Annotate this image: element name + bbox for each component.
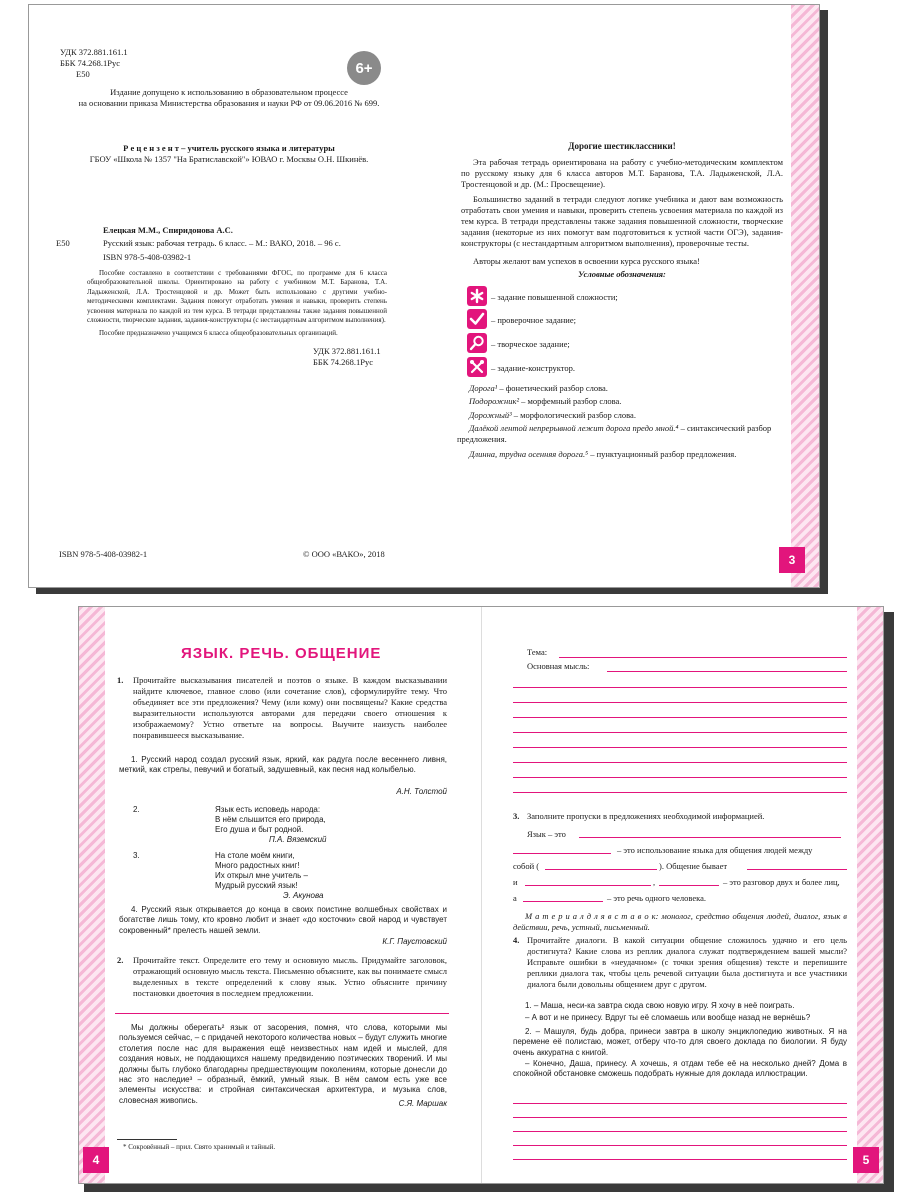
task-3-text: Заполните пропуски в предложениях необходимой информацией.: [527, 811, 765, 821]
task-2-source-author: С.Я. Маршак: [398, 1099, 447, 1108]
quote-3-line4: Мудрый русский язык!: [215, 881, 298, 890]
legend-title: Условные обозначения:: [578, 269, 666, 279]
section-title: ЯЗЫК. РЕЧЬ. ОБЩЕНИЕ: [181, 645, 382, 662]
fill-4b-text: ,: [653, 877, 656, 887]
bottom-spread: [78, 606, 884, 1184]
answer-line[interactable]: [513, 687, 847, 688]
fill-3c-blank[interactable]: [747, 869, 847, 870]
page-number-4: 4: [83, 1147, 109, 1173]
fill-5-blank[interactable]: [523, 901, 603, 902]
fill-1-text: Язык – это: [527, 829, 566, 839]
approval-line1: Издание допущено к использованию в образовательном процессе: [110, 87, 348, 97]
quote-3-number: 3.: [133, 851, 140, 860]
reviewer-line1: Р е ц е н з е н т – учитель русского языка и литературы: [123, 143, 335, 153]
task-2-source-text: Мы должны оберегать² язык от засорения, помня, что слова, которыми мы пользуемся сейчас, – с придачей некоторого количества новых – будут служить многие столетия после нас для выражения ещё неизвестных нам идей и мыслей, для создания новых, не поддающихся нашему предвидению поэтических творений. И мы должны быть глубоко благодарны предшествующим поколениям, которые донесли до нас это наследие³ – образный, ёмкий, умный язык. В нём самом есть уже все элементы искусства: и стройная синтаксическая архитектура, и музыка слов, словесная живопись.: [119, 1023, 447, 1105]
quote-2-line3: Его душа и быт родной.: [215, 825, 304, 834]
task-2-separator: [115, 1013, 449, 1014]
top-page: [28, 4, 820, 588]
dialog-2-reply: – Конечно, Даша, принесу. А хочешь, я отдам тебе её на несколько дней? Дома в спокойной обстановке сможешь подобрать нужные для доклада иллюстрации.: [513, 1059, 847, 1079]
task-1-text: Прочитайте высказывания писателей и поэтов о языке. В каждом высказывании найдите ключевое, главное слово (или сочетание слов), сформулируйте тему. Что объединяет все эти предложения? Чему (или кому) они посвящены? Какие средства выразительности используются авторами для передачи своего отношения к изображаемому? Устно ответьте на вопросы. Выучите наизусть наиболее понравившееся высказывание.: [133, 675, 447, 741]
dialog-2: 2. – Машуля, будь добра, принеси завтра в школу энциклопедию животных. Я на перемене её полистаю, может, отберу что-то для своего доклада по биологии. Я буду очень аккуратна с книгой.: [513, 1027, 847, 1057]
copyright: © ООО «ВАКО», 2018: [303, 549, 385, 559]
approval-line2: на основании приказа Министерства образования и науки РФ от 09.06.2016 № 699.: [78, 98, 380, 108]
quote-3-author: Э. Акунова: [283, 891, 324, 900]
answer-line[interactable]: [513, 747, 847, 748]
answer-line[interactable]: [513, 1145, 847, 1146]
quote-1: 1. Русский народ создал русский язык, яркий, как радуга после весеннего ливня, меткий, как стрелы, певучий и богатый, задушевный, как песня над колыбелью.: [119, 755, 447, 775]
fill-4a-text: и: [513, 877, 518, 887]
isbn: ISBN 978-5-408-03982-1: [103, 252, 192, 262]
fill-4c-text: – это разговор двух и более лиц,: [723, 877, 840, 887]
parse-punctuation: Длинна, трудна осенняя дорога.⁵ – пунктуационный разбор предложения.: [469, 449, 737, 459]
answer-line[interactable]: [513, 792, 847, 793]
e50-index: Е50: [76, 69, 90, 79]
quote-2-author: П.А. Вяземский: [269, 835, 327, 844]
legend-text-3: – творческое задание;: [491, 339, 570, 349]
book-title: Русский язык: рабочая тетрадь. 6 класс. – М.: ВАКО, 2018. – 96 с.: [103, 238, 341, 248]
fill-4-blank[interactable]: [525, 885, 651, 886]
legend-text-1: – задание повышенной сложности;: [491, 292, 618, 302]
e50-index-2: Е50: [56, 238, 70, 248]
answer-line[interactable]: [513, 1131, 847, 1132]
parse-morphemic: Подорожник² – морфемный разбор слова.: [469, 396, 622, 406]
age-rating-badge: [347, 51, 381, 85]
legend-text-4: – задание-конструктор.: [491, 363, 576, 373]
fill-2-blank[interactable]: [513, 853, 611, 854]
quote-3-line3: Их открыл мне учитель –: [215, 871, 308, 880]
legend-text-2: – проверочное задание;: [491, 315, 576, 325]
fill-5a-text: а: [513, 893, 517, 903]
task-2-number: 2.: [117, 955, 124, 965]
quote-3-line2: Много радостных книг!: [215, 861, 300, 870]
parse-syntactic: Далёкой лентой непрерывной лежит дорога предо мной.⁴ – синтаксический разбор предложения.: [457, 423, 772, 445]
fill-1-blank[interactable]: [579, 837, 841, 838]
page-number-3: 3: [779, 547, 805, 573]
fill-3-blank[interactable]: [545, 869, 657, 870]
main-idea-line[interactable]: [607, 671, 847, 672]
theme-line[interactable]: [559, 657, 847, 658]
insert-material: М а т е р и а л д л я в с т а в о к: монолог, средство общения людей, диалог, язык в действии, речь, устный, письменный.: [513, 911, 847, 933]
main-idea-label: Основная мысль:: [527, 661, 590, 671]
left-page-stripe: [79, 607, 105, 1183]
fill-2-text: – это использование языка для общения людей между: [617, 845, 813, 855]
answer-line[interactable]: [513, 717, 847, 718]
fill-3a-text: собой (: [513, 861, 540, 871]
quote-2-number: 2.: [133, 805, 140, 814]
task-1-number: 1.: [117, 675, 124, 685]
task-4-text: Прочитайте диалоги. В какой ситуации общение сложилось удачно и его цель достигнута? Какие слова из реплик диалога служат подтверждением вашей мысли? Исправьте ошибки в «неудачном» (с точки зрения общения) тексте и перепишите реплики диалога так, чтобы цель речевой ситуации была достигнута и все участники диалога были довольны общением друг с другом.: [527, 935, 847, 990]
fill-5b-text: – это речь одного человека.: [607, 893, 707, 903]
udk-bottom: УДК 372.881.161.1: [313, 346, 381, 356]
bbk-bottom: ББК 74.268.1Рус: [313, 357, 374, 367]
quote-4: 4. Русский язык открывается до конца в своих поистине волшебных свойствах и богатстве лишь тому, кто кровно любит и знает «до косточки» свой народ и чувствует сокровенный* прелесть нашей земли.: [119, 905, 447, 935]
intro-paragraph-3: Авторы желают вам успехов в освоении курса русского языка!: [473, 256, 700, 266]
bbk: ББК 74.268.1Рус: [60, 58, 121, 68]
parse-phonetic: Дорога¹ – фонетический разбор слова.: [469, 383, 608, 393]
tools-icon: [467, 357, 487, 377]
answer-line[interactable]: [513, 1103, 847, 1104]
reviewer-line2: ГБОУ «Школа № 1357 "На Братиславской"» ЮВАО г. Москвы О.Н. Шкинёв.: [89, 154, 369, 164]
answer-line[interactable]: [513, 702, 847, 703]
fill-4c-blank[interactable]: [659, 885, 719, 886]
greeting: Дорогие шестиклассники!: [568, 141, 676, 151]
isbn-footer: ISBN 978-5-408-03982-1: [59, 549, 148, 559]
answer-line[interactable]: [513, 1159, 847, 1160]
footnote-rule: [117, 1139, 177, 1140]
answer-line[interactable]: [513, 762, 847, 763]
quote-3-line1: На столе моём книги,: [215, 851, 295, 860]
task-2-text: Прочитайте текст. Определите его тему и основную мысль. Придумайте заголовок, отражающий основную мысль текста. Письменно объясните, как вы понимаете смысл выделенных в тексте определений к слову язык. Устно объясните причину постановки двоеточия в последнем предложении.: [133, 955, 447, 999]
quote-1-author: А.Н. Толстой: [396, 787, 447, 796]
udk: УДК 372.881.161.1: [60, 47, 128, 57]
top-page-stripe: [791, 5, 819, 587]
footnote: * Сокровённый – прил. Свято хранимый и тайный.: [123, 1143, 276, 1151]
dialog-1: 1. – Маша, неси-ка завтра сюда свою новую игру. Я хочу в неё поиграть.: [525, 1001, 795, 1010]
book-description: Пособие составлено в соответствии с требованиями ФГОС, по программе для 6 класса общеобразовательной школы. Ориентировано на работу с учебником М.Т. Баранова, Т.А. Ладыженской, Л.А. Тростенцовой и др. Может быть использовано с другими учебно-методическими комплектами. Задания помогут отработать умения и навыки, проверить степень усвоения материала по каждой из тем курса. В тетради представлены также задания повышенной сложности, творческие задания, задания-конструкторы (с нестандартным алгоритмом выполнения).: [87, 269, 387, 325]
right-page-stripe: [857, 607, 883, 1183]
parse-morphological: Дорожный³ – морфологический разбор слова.: [469, 410, 636, 420]
quote-2-line1: Язык есть исповедь народа:: [215, 805, 321, 814]
book-audience: Пособие предназначено учащимся 6 класса общеобразовательных организаций.: [99, 329, 338, 337]
task-3-number: 3.: [513, 811, 520, 821]
asterisk-icon: [467, 286, 487, 306]
intro-paragraph-1: Эта рабочая тетрадь ориентирована на работу с учебно-методическим комплектом по русскому языку для 6 класса авторов М.Т. Баранова, Т.А. Ладыженской, Л.А. Тростенцовой и др. (М.: Просвещение).: [461, 157, 783, 190]
intro-paragraph-2: Большинство заданий в тетради следуют логике учебника и дают вам возможность отработать свои умения и навыки, проверить степень усвоения материала по каждой из тем курса. В тетради представлены также задания повышенной сложности, творческие задания (некоторые из них помогут вам подготовиться к устной части ОГЭ), задания-конструкторы (с нестандартным алгоритмом выполнения), проверочные тесты.: [461, 194, 783, 249]
answer-line[interactable]: [513, 1117, 847, 1118]
task-4-number: 4.: [513, 935, 520, 945]
quote-2-line2: В нём слышится его природа,: [215, 815, 326, 824]
checkmark-icon: [467, 309, 487, 329]
age-rating: 6+: [355, 59, 373, 77]
quote-4-author: К.Г. Паустовский: [382, 937, 447, 946]
page-number-5: 5: [853, 1147, 879, 1173]
dialog-1-reply: – А вот и не принесу. Вдруг ты её сломаешь или вообще назад не вернёшь?: [525, 1013, 811, 1022]
answer-line[interactable]: [513, 777, 847, 778]
answer-line[interactable]: [513, 732, 847, 733]
theme-label: Тема:: [527, 647, 548, 657]
spine-divider: [481, 607, 482, 1183]
authors: Елецкая М.М., Спиридонова А.С.: [103, 225, 233, 235]
magnifier-icon: [467, 333, 487, 353]
fill-3b-text: ). Общение бывает: [659, 861, 728, 871]
